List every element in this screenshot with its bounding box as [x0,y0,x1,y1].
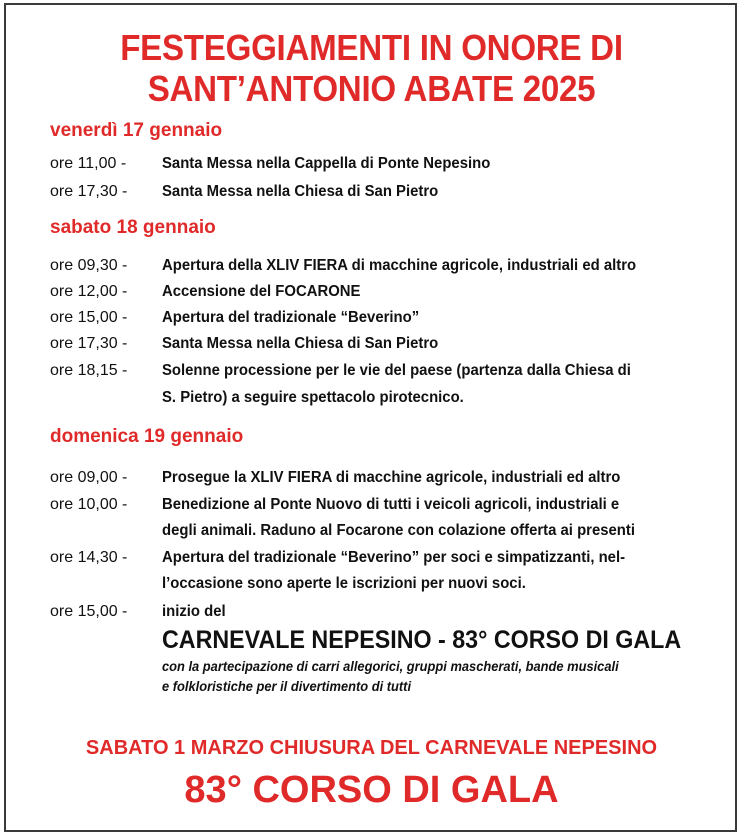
day-heading-sunday: domenica 19 gennaio [50,426,244,447]
closing-highlight: 83° CORSO DI GALA [184,769,559,811]
event-description: Santa Messa nella Cappella di Ponte Nepesino [162,155,491,172]
event-time: ore 12,00 - [50,283,128,300]
event-description: degli animali. Raduno al Focarone con colazione offerta ai presenti [162,522,635,539]
carnevale-note-line-2: e folkloristiche per il divertimento di tutti [162,678,412,694]
day-heading-saturday: sabato 18 gennaio [50,217,216,238]
event-time: ore 10,00 - [50,496,128,513]
event-description: Apertura del tradizionale “Beverino” [162,309,420,326]
event-time: ore 15,00 - [50,603,128,620]
event-description: l’occasione sono aperte le iscrizioni per nuovi soci. [162,575,526,592]
poster-title-line-1: FESTEGGIAMENTI IN ONORE DI [120,27,623,68]
event-description: Santa Messa nella Chiesa di San Pietro [162,335,439,352]
event-description: inizio del [162,603,226,620]
event-time: ore 17,30 - [50,335,128,352]
event-description: Santa Messa nella Chiesa di San Pietro [162,183,439,200]
event-description: Benedizione al Ponte Nuovo di tutti i veicoli agricoli, industriali e [162,496,620,513]
event-description: S. Pietro) a seguire spettacolo pirotecnico. [162,389,464,406]
event-description: Solenne processione per le vie del paese (partenza dalla Chiesa di [162,362,631,379]
day-heading-friday: venerdì 17 gennaio [50,120,223,141]
event-description: Apertura del tradizionale “Beverino” per soci e simpatizzanti, nel- [162,549,626,566]
event-time: ore 11,00 - [50,155,127,172]
carnevale-heading: CARNEVALE NEPESINO - 83° CORSO DI GALA [162,626,682,654]
event-time: ore 15,00 - [50,309,128,326]
poster-title-line-2: SANT’ANTONIO ABATE 2025 [147,68,596,109]
event-description: Accensione del FOCARONE [162,283,361,300]
closing-date-line: SABATO 1 MARZO CHIUSURA DEL CARNEVALE NEPESINO [85,737,658,759]
event-time: ore 14,30 - [50,549,128,566]
event-time: ore 17,30 - [50,183,128,200]
carnevale-note-line-1: con la partecipazione di carri allegorici, gruppi mascherati, bande musicali [162,658,619,674]
event-description: Apertura della XLIV FIERA di macchine agricole, industriali ed altro [162,257,637,274]
event-time: ore 09,00 - [50,469,128,486]
event-time: ore 18,15 - [50,362,128,379]
event-time: ore 09,30 - [50,257,128,274]
event-description: Prosegue la XLIV FIERA di macchine agricole, industriali ed altro [162,469,621,486]
